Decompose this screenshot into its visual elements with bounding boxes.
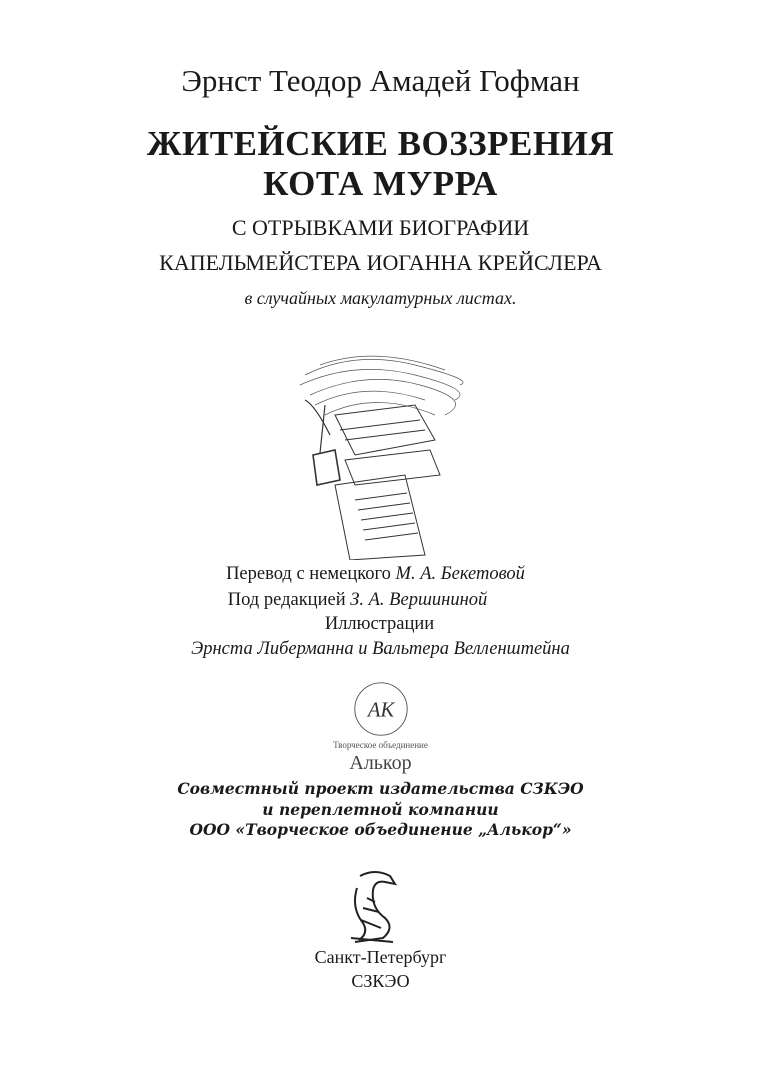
quill-inkwell-illustration	[295, 345, 465, 560]
translator-name: М. А. Бекетовой	[395, 564, 525, 584]
illustrators-names: Эрнста Либерманна и Вальтера Велленштейна	[191, 639, 570, 659]
imprint-city: Санкт-Петербург	[314, 947, 447, 967]
logo-name: Алькор	[349, 752, 412, 774]
subtitle-line-2: КАПЕЛЬМЕЙСТЕРА ИОГАННА КРЕЙСЛЕРА	[159, 250, 602, 275]
author-name: Эрнст Теодор Амадей Гофман	[181, 63, 580, 98]
translation-credit	[0, 564, 756, 585]
alkor-logo-icon	[352, 680, 410, 738]
joint-project-line-1: Совместный проект издательства СЗКЭО	[177, 779, 584, 798]
joint-project-line-3: ООО «Творческое объединение „Алькор“»	[189, 820, 572, 839]
subtitle-line-1: С ОТРЫВКАМИ БИОГРАФИИ	[231, 215, 530, 240]
dragon-emblem-icon	[345, 868, 401, 946]
svg-text:АК: АК	[367, 699, 395, 722]
logo-tagline: Творческое объединение	[333, 740, 428, 750]
book-title-line-2: КОТА МУРРА	[263, 164, 498, 203]
editor-label: Под редакцией	[227, 590, 346, 610]
book-title-line-1: ЖИТЕЙСКИЕ ВОЗЗРЕНИЯ	[146, 124, 615, 163]
editor-name: З. А. Вершининой	[350, 590, 488, 610]
imprint-publisher: СЗКЭО	[351, 971, 410, 991]
translation-label: Перевод с немецкого	[226, 564, 391, 584]
joint-project-line-2: и переплетной компании	[262, 800, 499, 819]
illustrations-label: Иллюстрации	[324, 614, 435, 634]
editor-credit	[0, 590, 738, 611]
subtitle-italic: в случайных макулатурных листах.	[244, 288, 517, 308]
